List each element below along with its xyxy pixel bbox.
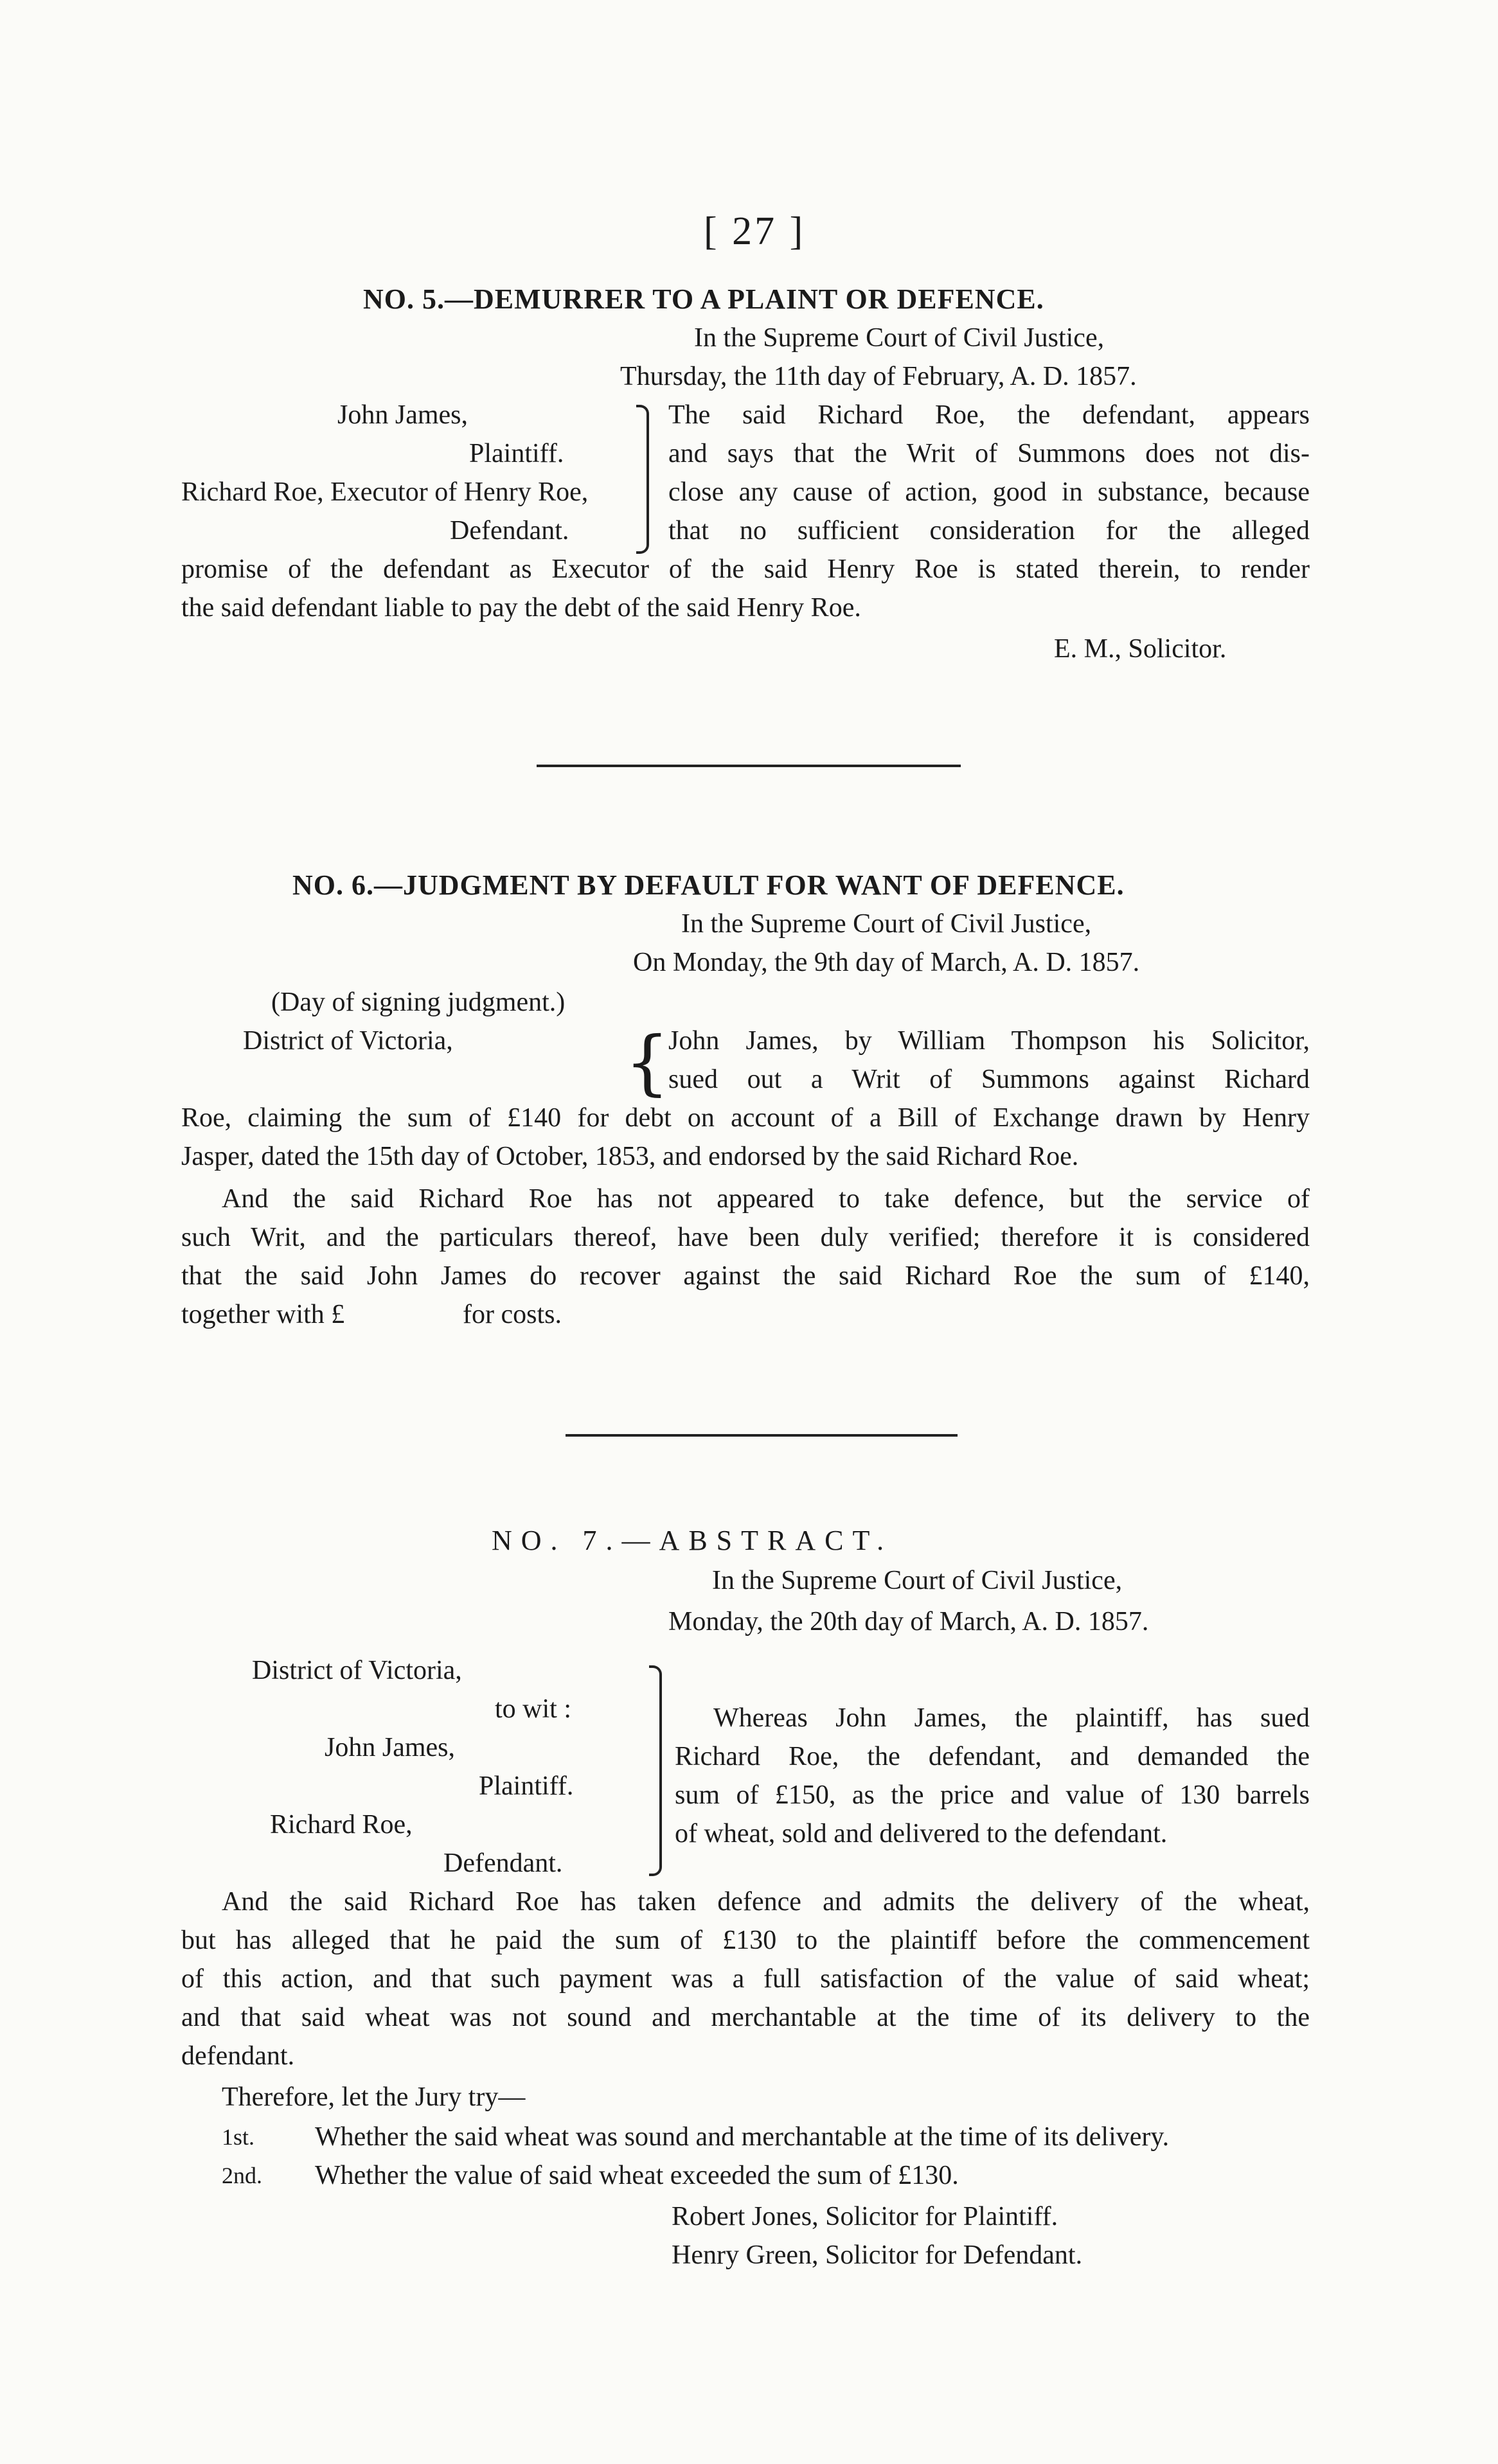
section-6-brace-line: sued out a Writ of Summons against Richard	[668, 1065, 1310, 1094]
section-7-body-line: And the said Richard Roe has taken defence and admits the delivery of the wheat,	[222, 1887, 1310, 1917]
section-5-signature: E. M., Solicitor.	[1054, 634, 1227, 664]
section-7-district: District of Victoria,	[252, 1656, 462, 1685]
section-5-brace-line: that no sufficient consideration for the alleged	[668, 516, 1310, 545]
section-5-brace-line: and says that the Writ of Summons does not dis-	[668, 439, 1310, 468]
page-number: [ 27 ]	[704, 209, 806, 253]
section-5-date: Thursday, the 11th day of February, A. D. 1857.	[620, 362, 1137, 391]
section-5-plaintiff-role: Plaintiff.	[469, 439, 564, 468]
section-5-body-line: the said defendant liable to pay the debt of the said Henry Roe.	[181, 593, 861, 623]
section-7-brace	[649, 1665, 662, 1876]
section-7-heading: NO. 7.—ABSTRACT.	[492, 1525, 893, 1556]
section-6-brace-line: John James, by William Thompson his Solicitor,	[668, 1026, 1310, 1056]
section-7-issue-number: 1st.	[222, 2124, 255, 2150]
section-5-body-line: promise of the defendant as Executor of the said Henry Roe is stated therein, to render	[181, 554, 1310, 584]
section-5-heading: NO. 5.—DEMURRER TO A PLAINT OR DEFENCE.	[363, 283, 1044, 315]
section-6-para2-line: that the said John James do recover against the said Richard Roe the sum of £140,	[181, 1261, 1310, 1291]
section-6-date: On Monday, the 9th day of March, A. D. 1857.	[633, 948, 1140, 977]
section-6-para2-line: And the said Richard Roe has not appeared to take defence, but the service of	[222, 1184, 1310, 1214]
section-7-issue-number: 2nd.	[222, 2163, 262, 2188]
section-7-court: In the Supreme Court of Civil Justice,	[712, 1566, 1123, 1595]
section-7-date: Monday, the 20th day of March, A. D. 1857.	[668, 1607, 1149, 1636]
section-5-brace	[636, 405, 649, 554]
section-5-plaintiff-name: John James,	[337, 400, 468, 430]
section-6-district: District of Victoria,	[243, 1026, 453, 1056]
section-divider	[537, 765, 961, 767]
section-7-brace-line: sum of £150, as the price and value of 130 barrels	[675, 1780, 1310, 1810]
section-5-court: In the Supreme Court of Civil Justice,	[694, 323, 1105, 353]
section-7-signature: Henry Green, Solicitor for Defendant.	[672, 2240, 1083, 2270]
section-6-body-line: Roe, claiming the sum of £140 for debt on account of a Bill of Exchange drawn by Henry	[181, 1103, 1310, 1133]
section-7-issue-text: Whether the said wheat was sound and merchantable at the time of its delivery.	[315, 2122, 1170, 2152]
section-7-signature: Robert Jones, Solicitor for Plaintiff.	[672, 2202, 1058, 2231]
section-5-brace-line: The said Richard Roe, the defendant, appears	[668, 400, 1310, 430]
section-7-body-line: and that said wheat was not sound and merchantable at the time of its delivery to the	[181, 2003, 1310, 2032]
section-5-defendant-role: Defendant.	[450, 516, 569, 545]
section-6-last-line-b: for costs.	[463, 1300, 562, 1329]
section-7-brace-line: Whereas John James, the plaintiff, has sued	[713, 1703, 1310, 1733]
section-6-heading: NO. 6.—JUDGMENT BY DEFAULT FOR WANT OF DEFENCE.	[292, 869, 1125, 901]
section-7-defendant-name: Richard Roe,	[270, 1810, 413, 1839]
section-7-body-line: of this action, and that such payment was a full satisfaction of the value of said wheat;	[181, 1964, 1310, 1994]
section-7-body-line: but has alleged that he paid the sum of £130 to the plaintiff before the commencement	[181, 1926, 1310, 1955]
section-6-body-line: Jasper, dated the 15th day of October, 1853, and endorsed by the said Richard Roe.	[181, 1142, 1079, 1171]
section-7-defendant-role: Defendant.	[443, 1848, 563, 1878]
section-6-para2-line: such Writ, and the particulars thereof, have been duly verified; therefore it is considered	[181, 1223, 1310, 1252]
section-divider	[566, 1434, 958, 1437]
section-6-signing-note: (Day of signing judgment.)	[271, 988, 566, 1017]
section-7-therefore: Therefore, let the Jury try—	[222, 2082, 526, 2112]
section-7-issue-text: Whether the value of said wheat exceeded the sum of £130.	[315, 2161, 959, 2190]
section-7-body-line: defendant.	[181, 2041, 295, 2071]
section-6-brace-glyph: {	[625, 1021, 670, 1103]
section-7-to-wit: to wit :	[495, 1694, 572, 1724]
section-5-brace-line: close any cause of action, good in substance, because	[668, 477, 1310, 507]
section-7-brace-line: Richard Roe, the defendant, and demanded the	[675, 1742, 1310, 1771]
section-5-defendant-name: Richard Roe, Executor of Henry Roe,	[181, 477, 589, 507]
section-6-last-line-a: together with £	[181, 1300, 345, 1329]
section-7-plaintiff-name: John James,	[325, 1733, 455, 1762]
section-6-court: In the Supreme Court of Civil Justice,	[681, 909, 1092, 939]
section-7-brace-line: of wheat, sold and delivered to the defendant.	[675, 1819, 1168, 1848]
section-7-plaintiff-role: Plaintiff.	[479, 1771, 574, 1801]
